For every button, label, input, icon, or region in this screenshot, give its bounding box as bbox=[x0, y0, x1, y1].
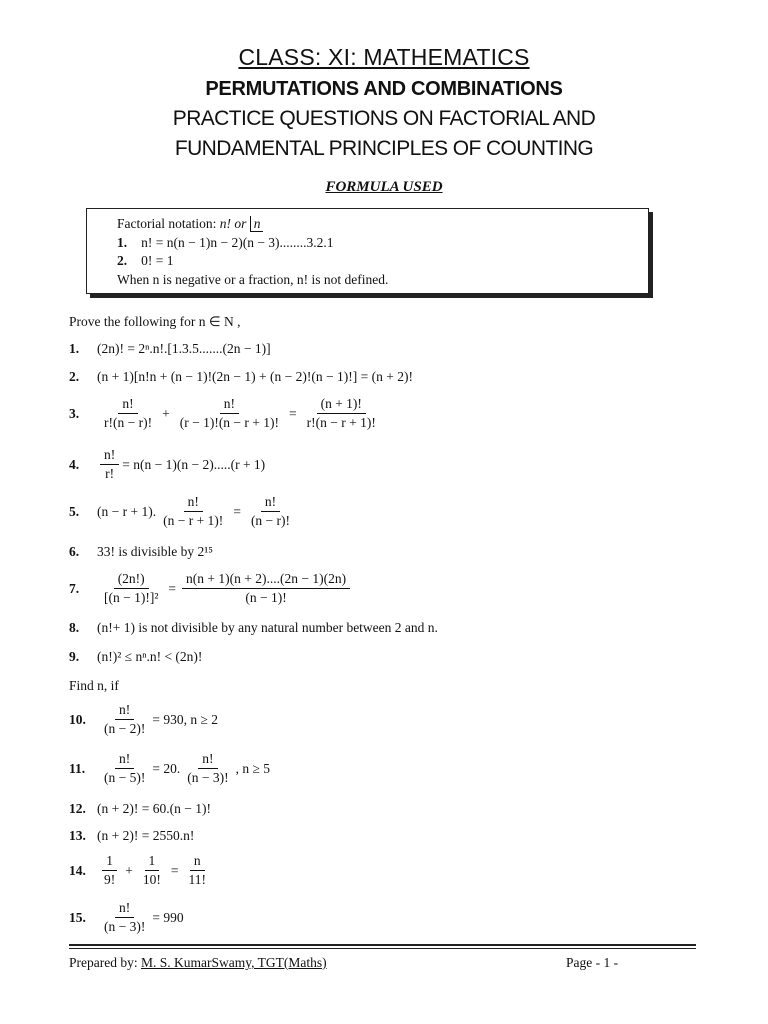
question-number: 13. bbox=[69, 828, 86, 843]
question-text: (n + 2)! = 60.(n − 1)! bbox=[97, 801, 211, 816]
operator: + bbox=[125, 862, 133, 878]
numerator: n! bbox=[115, 751, 134, 769]
fraction bbox=[100, 571, 162, 606]
fraction bbox=[100, 900, 149, 935]
numerator: 1 bbox=[102, 853, 117, 871]
question-number: 6. bbox=[69, 544, 80, 559]
numerator: n! bbox=[100, 447, 119, 465]
heading-line-3: PRACTICE QUESTIONS ON FACTORIAL AND bbox=[172, 107, 596, 130]
notation-or: or bbox=[234, 216, 247, 231]
question-number: 12. bbox=[69, 801, 86, 816]
numerator: n bbox=[190, 853, 205, 871]
question-number: 7. bbox=[69, 580, 80, 596]
fraction bbox=[100, 396, 156, 431]
prove-intro: Prove the following for n ∈ N , bbox=[69, 314, 241, 329]
fraction bbox=[159, 494, 227, 529]
operator: = bbox=[170, 862, 179, 878]
fraction bbox=[176, 396, 283, 431]
question-text: (n + 1)[n!n + (n − 1)!(2n − 1) + (n − 2)!(n − 1)!] = (n + 2)! bbox=[97, 369, 413, 384]
author-name: M. S. KumarSwamy, TGT(Maths) bbox=[140, 955, 327, 970]
numerator: n! bbox=[184, 494, 203, 512]
numerator: (n + 1)! bbox=[317, 396, 366, 414]
question-number: 15. bbox=[69, 909, 86, 925]
page-title: CLASS: XI: MATHEMATICS bbox=[238, 44, 530, 70]
question-text: = 990 bbox=[152, 909, 184, 925]
denominator: (n − 1)! bbox=[245, 590, 287, 605]
prepared-label: Prepared by: bbox=[69, 955, 138, 970]
formula-heading: FORMULA USED bbox=[325, 179, 443, 195]
question-9 bbox=[69, 649, 202, 665]
formula-1 bbox=[117, 234, 648, 253]
question-number: 5. bbox=[69, 503, 80, 519]
question-2 bbox=[69, 369, 413, 385]
denominator: [(n − 1)!]² bbox=[104, 590, 159, 605]
page-number: Page - 1 - bbox=[566, 955, 619, 970]
denominator: 9! bbox=[104, 872, 116, 887]
formula-2-number: 2. bbox=[117, 253, 128, 268]
question-text: = 930, n ≥ 2 bbox=[152, 711, 219, 727]
denominator: (n − 5)! bbox=[104, 770, 146, 785]
footer-divider bbox=[69, 944, 696, 949]
numerator: (2n!) bbox=[114, 571, 149, 589]
denominator: (r − 1)!(n − r + 1)! bbox=[179, 415, 280, 430]
question-text: (n!)² ≤ nⁿ.n! < (2n)! bbox=[97, 649, 203, 664]
denominator: 11! bbox=[188, 872, 206, 887]
numerator: n! bbox=[118, 396, 137, 414]
notation-a: n! bbox=[219, 216, 231, 231]
denominator: r!(n − r + 1)! bbox=[306, 415, 376, 430]
question-text: 33! is divisible by 2¹⁵ bbox=[97, 544, 214, 559]
denominator: 10! bbox=[142, 872, 161, 887]
question-13 bbox=[69, 828, 194, 844]
question-8 bbox=[69, 620, 438, 636]
question-number: 1. bbox=[69, 341, 80, 356]
question-6 bbox=[69, 544, 213, 560]
fraction bbox=[247, 494, 294, 529]
footer-prepared-by bbox=[69, 955, 327, 971]
question-text: = 20. bbox=[152, 760, 181, 776]
numerator: n! bbox=[115, 900, 134, 918]
fraction bbox=[185, 853, 211, 888]
operator: = bbox=[168, 580, 177, 596]
fraction bbox=[139, 853, 165, 888]
find-intro: Find n, if bbox=[69, 678, 119, 693]
question-15 bbox=[69, 900, 184, 935]
question-text: (2n)! = 2ⁿ.n!.[1.3.5.......(2n − 1)] bbox=[97, 341, 271, 356]
denominator: (n − r)! bbox=[250, 513, 291, 528]
question-text: (n + 2)! = 2550.n! bbox=[97, 828, 195, 843]
question-3 bbox=[69, 396, 383, 431]
question-number: 2. bbox=[69, 369, 80, 384]
fraction bbox=[100, 447, 119, 482]
denominator: (n − 2)! bbox=[104, 721, 146, 736]
numerator: 1 bbox=[145, 853, 160, 871]
page-subtitle: PERMUTATIONS AND COMBINATIONS bbox=[205, 78, 563, 100]
heading-line-4: FUNDAMENTAL PRINCIPLES OF COUNTING bbox=[174, 137, 594, 160]
numerator: n(n + 1)(n + 2)....(2n − 1)(2n) bbox=[182, 571, 350, 589]
question-7 bbox=[69, 571, 353, 606]
formula-box bbox=[86, 208, 649, 294]
question-10 bbox=[69, 702, 218, 737]
numerator: n! bbox=[220, 396, 239, 414]
notation-label: Factorial notation: bbox=[117, 216, 217, 231]
question-number: 14. bbox=[69, 862, 86, 878]
denominator: (n − r + 1)! bbox=[163, 513, 224, 528]
question-number: 9. bbox=[69, 649, 80, 664]
numerator: n! bbox=[261, 494, 280, 512]
operator: = bbox=[233, 503, 241, 519]
question-12 bbox=[69, 801, 211, 817]
question-number: 11. bbox=[69, 760, 86, 776]
formula-2 bbox=[117, 252, 648, 271]
operator: + bbox=[162, 405, 170, 421]
fraction bbox=[100, 853, 119, 888]
question-text: , n ≥ 5 bbox=[235, 760, 271, 776]
question-11 bbox=[69, 751, 270, 786]
question-number: 4. bbox=[69, 456, 80, 472]
denominator: r!(n − r)! bbox=[104, 415, 153, 430]
question-1 bbox=[69, 341, 271, 357]
operator: = bbox=[289, 405, 297, 421]
factorial-notation bbox=[117, 215, 648, 234]
numerator: n! bbox=[198, 751, 217, 769]
fraction bbox=[183, 751, 232, 786]
numerator: n! bbox=[115, 702, 134, 720]
fraction bbox=[303, 396, 380, 431]
formula-1-text: n! = n(n − 1)n − 2)(n − 3)........3.2.1 bbox=[141, 234, 334, 250]
denominator: (n − 3)! bbox=[104, 919, 146, 934]
question-number: 10. bbox=[69, 711, 86, 727]
fraction bbox=[100, 702, 149, 737]
question-4 bbox=[69, 447, 265, 482]
question-number: 3. bbox=[69, 405, 80, 421]
formula-note: When n is negative or a fraction, n! is not defined. bbox=[117, 271, 389, 287]
question-number: 8. bbox=[69, 620, 80, 635]
denominator: (n − 3)! bbox=[187, 770, 229, 785]
denominator: r! bbox=[105, 466, 115, 481]
question-text: = n(n − 1)(n − 2).....(r + 1) bbox=[122, 456, 266, 472]
formula-1-number: 1. bbox=[117, 234, 128, 250]
notation-b: n bbox=[250, 216, 263, 232]
fraction bbox=[182, 571, 350, 606]
question-14 bbox=[69, 853, 213, 888]
question-5 bbox=[69, 494, 297, 529]
fraction bbox=[100, 751, 149, 786]
formula-2-text: 0! = 1 bbox=[141, 253, 174, 268]
question-text: (n!+ 1) is not divisible by any natural number between 2 and n. bbox=[97, 620, 438, 635]
question-text: (n − r + 1). bbox=[97, 503, 157, 519]
